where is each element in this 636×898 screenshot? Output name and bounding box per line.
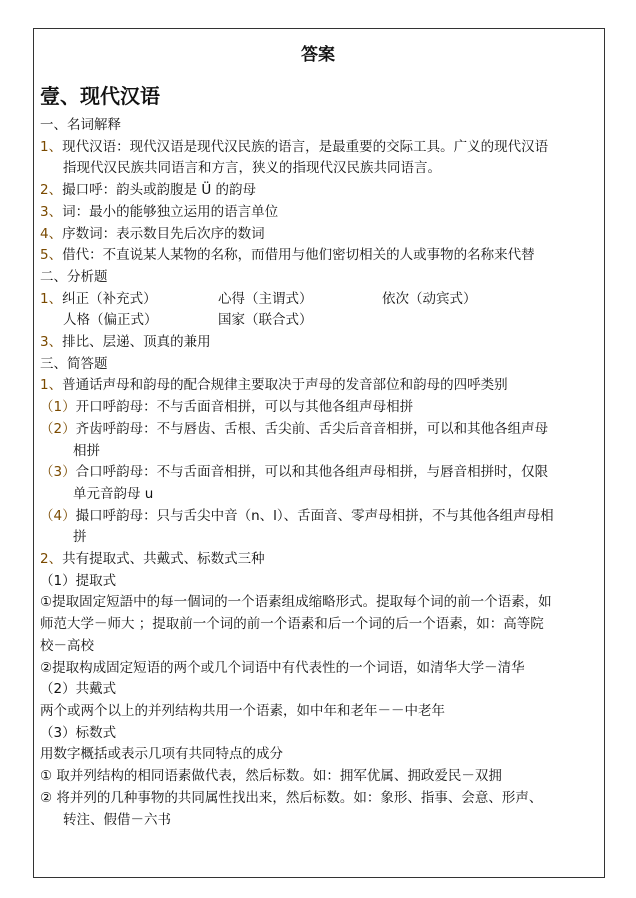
q2-s1c: 校－高校 (40, 637, 94, 654)
q1-sub-2: （2）齐齿呼韵母：不与唇齿、舌根、舌尖前、舌尖后音音相拼，可以和其他各组声母 (40, 420, 549, 437)
section-heading: 壹、现代汉语 (40, 84, 160, 108)
q1-sub-4-cont: 拼 (73, 529, 87, 546)
analysis-item-3: 3、排比、层递、顶真的兼用 (40, 334, 211, 351)
analysis-row-2: 人格（偏正式） 国家（联合式） (63, 312, 313, 329)
q1-sub-2-cont: 相拼 (73, 442, 100, 459)
sec1-title: 一、名词解释 (40, 117, 121, 133)
term-5: 5、借代：不直说某人某物的名称，而借用与他们密切相关的人或事物的名称来代替 (40, 247, 535, 264)
page-title: 答案 (301, 45, 335, 65)
q1-sub-1: （1）开口呼韵母：不与舌面音相拼，可以与其他各组声母相拼 (40, 399, 414, 416)
analysis-row-1: 1、纠正（补充式） 心得（主谓式） 依次（动宾式） (40, 290, 477, 307)
q1-sub-3-cont: 单元音韵母 u (73, 485, 154, 502)
q2-s1a: ①提取固定短語中的每一個词的一个语素组成缩略形式。提取每个词的前一个语素，如 (40, 594, 552, 611)
term-4: 4、序数词：表示数目先后次序的数词 (40, 225, 265, 242)
q2: 2、共有提取式、共戴式、标数式三种 (40, 551, 265, 568)
sec2-title: 二、分析题 (40, 268, 108, 285)
term-1-cont: 指现代汉民族共同语言和方言，狭义的指现代汉民族共同语言。 (63, 160, 441, 177)
q2-s2a: 两个或两个以上的并列结构共用一个语素，如中年和老年－－中老年 (40, 702, 445, 719)
q1: 1、普通话声母和韵母的配合规律主要取决于声母的发音部位和韵母的四呼类别 (40, 377, 508, 394)
q2-s3: （3）标数式 (40, 724, 117, 741)
q2-s3d: 转注、假借－六书 (63, 811, 171, 828)
q2-s2: （2）共戴式 (40, 681, 117, 698)
q2-s1: （1）提取式 (40, 572, 117, 589)
sec3-title: 三、简答题 (40, 355, 108, 372)
q1-sub-3: （3）合口呼韵母：不与舌面音相拼，可以和其他各组声母相拼，与唇音相拼时，仅限 (40, 464, 549, 481)
term-2: 2、撮口呼：韵头或韵腹是 Ü 的韵母 (40, 182, 257, 199)
q2-s3a: 用数字概括或表示几项有共同特点的成分 (40, 746, 283, 763)
q2-s3b: ① 取并列结构的相同语素做代表，然后标数。如：拥军优属、拥政爱民－双拥 (40, 768, 502, 785)
q1-sub-4: （4）撮口呼韵母：只与舌尖中音（n、l）、舌面音、零声母相拼，不与其他各组声母相 (40, 507, 554, 524)
q2-s1d: ②提取构成固定短语的两个或几个词语中有代表性的一个词语，如清华大学－清华 (40, 659, 525, 676)
term-3: 3、词：最小的能够独立运用的语言单位 (40, 203, 279, 220)
document-body (40, 115, 600, 831)
term-1: 1、现代汉语：现代汉语是现代汉民族的语言，是最重要的交际工具。广义的现代汉语 (40, 138, 549, 155)
q2-s1b: 师范大学－师大 ；提取前一个词的前一个语素和后一个词的后一个语素，如：高等院 (40, 616, 544, 633)
q2-s3c: ② 将并列的几种事物的共同属性找出来，然后标数。如：象形、指事、会意、形声、 (40, 789, 543, 806)
